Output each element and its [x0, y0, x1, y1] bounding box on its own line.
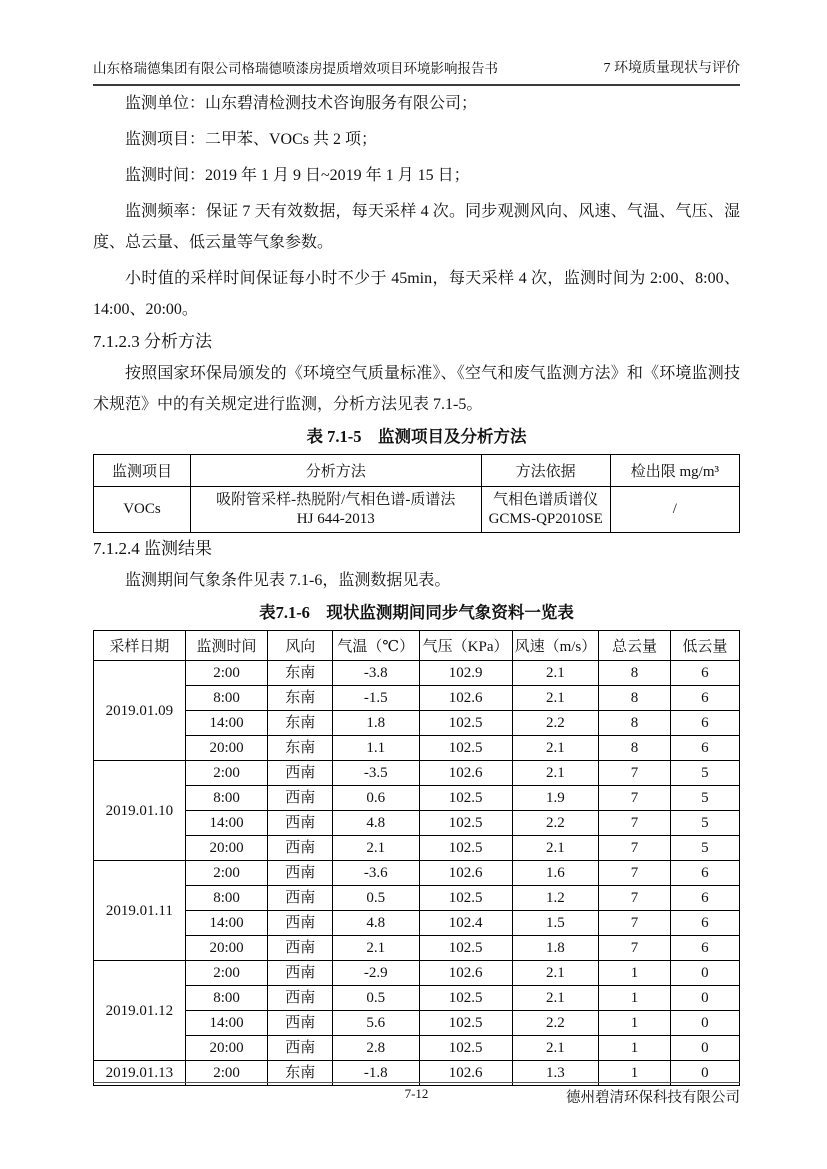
weather-total-cloud-cell: 7: [599, 861, 671, 886]
weather-wind-speed-cell: 2.1: [512, 661, 599, 686]
weather-total-cloud-cell: 7: [599, 886, 671, 911]
paragraph-hourly-sampling: 小时值的采样时间保证每小时不少于 45min，每天采样 4 次，监测时间为 2:00、8:00、14:00、20:00。: [93, 270, 740, 318]
weather-wind-dir-cell: 西南: [268, 886, 333, 911]
paragraph-monitoring-unit: 监测单位：山东碧清检测技术咨询服务有限公司；: [125, 95, 478, 112]
weather-low-cloud-cell: 5: [670, 811, 739, 836]
weather-time-cell: 14:00: [185, 911, 268, 936]
weather-time-cell: 2:00: [185, 661, 268, 686]
table-methods-caption: 表 7.1-5 监测项目及分析方法: [306, 427, 527, 446]
weather-header-time: 监测时间: [185, 631, 268, 661]
weather-row: [94, 661, 740, 686]
weather-time-cell: 2:00: [185, 1061, 268, 1086]
weather-total-cloud-cell: 1: [599, 1036, 671, 1061]
footer-company-name: 德州碧清环保科技有限公司: [566, 1090, 740, 1106]
weather-total-cloud-cell: 8: [599, 736, 671, 761]
weather-wind-dir-cell: 西南: [268, 911, 333, 936]
weather-row: [94, 1036, 740, 1061]
weather-pressure-cell: 102.6: [419, 961, 512, 986]
methods-table-body: [94, 487, 740, 533]
weather-pressure-cell: 102.5: [419, 986, 512, 1011]
weather-wind-speed-cell: 2.2: [512, 711, 599, 736]
weather-row: [94, 736, 740, 761]
weather-total-cloud-cell: 1: [599, 986, 671, 1011]
weather-low-cloud-cell: 0: [670, 961, 739, 986]
weather-wind-dir-cell: 西南: [268, 1036, 333, 1061]
weather-wind-speed-cell: 1.9: [512, 786, 599, 811]
methods-item-cell: VOCs: [94, 487, 191, 533]
weather-time-cell: 2:00: [185, 761, 268, 786]
weather-date-cell: 2019.01.09: [94, 661, 186, 761]
weather-temperature-cell: -1.5: [333, 686, 420, 711]
weather-temperature-cell: 1.8: [333, 711, 420, 736]
weather-pressure-cell: 102.5: [419, 786, 512, 811]
weather-wind-dir-cell: 西南: [268, 961, 333, 986]
weather-header-wind-dir: 风向: [268, 631, 333, 661]
weather-wind-dir-cell: 东南: [268, 1061, 333, 1086]
weather-header-wind-speed: 风速（m/s）: [512, 631, 599, 661]
weather-temperature-cell: 5.6: [333, 1011, 420, 1036]
weather-row: [94, 786, 740, 811]
weather-wind-dir-cell: 西南: [268, 861, 333, 886]
weather-wind-speed-cell: 2.1: [512, 1036, 599, 1061]
weather-time-cell: 2:00: [185, 861, 268, 886]
weather-wind-speed-cell: 2.2: [512, 1011, 599, 1036]
weather-header-low-cloud: 低云量: [670, 631, 739, 661]
weather-time-cell: 20:00: [185, 736, 268, 761]
weather-wind-speed-cell: 1.3: [512, 1061, 599, 1086]
page-header: [93, 57, 740, 86]
weather-temperature-cell: 2.8: [333, 1036, 420, 1061]
weather-wind-speed-cell: 1.6: [512, 861, 599, 886]
weather-temperature-cell: -1.8: [333, 1061, 420, 1086]
section-heading-analysis-method: 7.1.2.3 分析方法: [93, 332, 212, 351]
weather-low-cloud-cell: 6: [670, 911, 739, 936]
methods-basis-cell-line: 气相色谱质谱仪: [493, 491, 599, 508]
weather-header-temperature: 气温（℃）: [333, 631, 420, 661]
page-footer: [93, 1082, 740, 1107]
weather-row: [94, 911, 740, 936]
weather-time-cell: 8:00: [185, 786, 268, 811]
weather-row: [94, 686, 740, 711]
weather-wind-dir-cell: 东南: [268, 736, 333, 761]
methods-row: [94, 487, 740, 533]
weather-pressure-cell: 102.5: [419, 736, 512, 761]
weather-wind-speed-cell: 2.1: [512, 686, 599, 711]
weather-date-cell: 2019.01.10: [94, 761, 186, 861]
weather-time-cell: 20:00: [185, 936, 268, 961]
weather-row: [94, 886, 740, 911]
weather-pressure-cell: 102.5: [419, 836, 512, 861]
weather-temperature-cell: -3.6: [333, 861, 420, 886]
methods-header-item: 监测项目: [94, 455, 191, 487]
weather-pressure-cell: 102.6: [419, 1061, 512, 1086]
weather-time-cell: 14:00: [185, 1011, 268, 1036]
weather-pressure-cell: 102.6: [419, 861, 512, 886]
weather-wind-dir-cell: 西南: [268, 761, 333, 786]
weather-low-cloud-cell: 5: [670, 786, 739, 811]
paragraph-monitoring-items: 监测项目：二甲苯、VOCs 共 2 项；: [125, 131, 378, 148]
weather-pressure-cell: 102.5: [419, 1011, 512, 1036]
weather-time-cell: 20:00: [185, 1036, 268, 1061]
weather-low-cloud-cell: 0: [670, 1061, 739, 1086]
weather-total-cloud-cell: 8: [599, 661, 671, 686]
weather-temperature-cell: 0.5: [333, 986, 420, 1011]
weather-time-cell: 8:00: [185, 986, 268, 1011]
weather-low-cloud-cell: 0: [670, 986, 739, 1011]
weather-pressure-cell: 102.9: [419, 661, 512, 686]
weather-total-cloud-cell: 7: [599, 811, 671, 836]
methods-method-cell-line: HJ 644-2013: [296, 510, 375, 527]
weather-time-cell: 14:00: [185, 811, 268, 836]
weather-time-cell: 2:00: [185, 961, 268, 986]
weather-wind-dir-cell: 东南: [268, 661, 333, 686]
methods-header-limit: 检出限 mg/m³: [610, 455, 739, 487]
weather-wind-speed-cell: 1.5: [512, 911, 599, 936]
table-weather-caption: 表7.1-6 现状监测期间同步气象资料一览表: [259, 603, 574, 622]
methods-header-method: 分析方法: [190, 455, 481, 487]
weather-row: [94, 761, 740, 786]
weather-temperature-cell: 2.1: [333, 836, 420, 861]
header-report-title: 山东格瑞德集团有限公司格瑞德喷漆房提质增效项目环境影响报告书: [93, 61, 498, 76]
weather-row: [94, 811, 740, 836]
weather-pressure-cell: 102.5: [419, 711, 512, 736]
weather-wind-speed-cell: 1.8: [512, 936, 599, 961]
weather-total-cloud-cell: 7: [599, 836, 671, 861]
methods-header-basis: 方法依据: [481, 455, 610, 487]
weather-wind-dir-cell: 东南: [268, 711, 333, 736]
weather-total-cloud-cell: 1: [599, 1061, 671, 1086]
paragraph-analysis-method: 按照国家环保局颁发的《环境空气质量标准》、《空气和废气监测方法》和《环境监测技术规范》中的有关规定进行监测，分析方法见表 7.1-5。: [93, 365, 740, 413]
weather-wind-speed-cell: 2.1: [512, 736, 599, 761]
methods-method-cell: [190, 487, 481, 533]
paragraph-monitoring-time: 监测时间：2019 年 1 月 9 日~2019 年 1 月 15 日；: [125, 167, 470, 184]
weather-total-cloud-cell: 7: [599, 786, 671, 811]
weather-wind-dir-cell: 西南: [268, 786, 333, 811]
weather-total-cloud-cell: 8: [599, 711, 671, 736]
methods-basis-cell-line: GCMS-QP2010SE: [488, 510, 603, 527]
methods-limit-cell: /: [610, 487, 739, 533]
paragraph-monitoring-results: 监测期间气象条件见表 7.1-6，监测数据见表。: [125, 572, 451, 589]
weather-row: [94, 1011, 740, 1036]
weather-row: [94, 711, 740, 736]
weather-wind-speed-cell: 1.2: [512, 886, 599, 911]
weather-pressure-cell: 102.5: [419, 936, 512, 961]
weather-low-cloud-cell: 6: [670, 661, 739, 686]
weather-pressure-cell: 102.6: [419, 761, 512, 786]
weather-date-cell: 2019.01.13: [94, 1061, 186, 1086]
weather-data-table: [93, 630, 740, 1086]
weather-wind-speed-cell: 2.1: [512, 961, 599, 986]
analysis-methods-table: [93, 454, 740, 533]
weather-wind-dir-cell: 西南: [268, 986, 333, 1011]
weather-low-cloud-cell: 6: [670, 711, 739, 736]
methods-basis-cell: [481, 487, 610, 533]
header-chapter-title: 7 环境质量现状与评价: [603, 61, 740, 76]
weather-wind-dir-cell: 西南: [268, 1011, 333, 1036]
weather-row: [94, 861, 740, 886]
weather-wind-speed-cell: 2.1: [512, 761, 599, 786]
paragraph-monitoring-frequency: 监测频率：保证 7 天有效数据，每天采样 4 次。同步观测风向、风速、气温、气压、湿度、总云量、低云量等气象参数。: [93, 203, 740, 251]
weather-wind-speed-cell: 2.1: [512, 836, 599, 861]
weather-low-cloud-cell: 5: [670, 761, 739, 786]
weather-total-cloud-cell: 1: [599, 961, 671, 986]
section-heading-monitoring-results: 7.1.2.4 监测结果: [93, 539, 212, 558]
weather-low-cloud-cell: 6: [670, 886, 739, 911]
methods-header-row: [94, 455, 740, 487]
weather-low-cloud-cell: 6: [670, 861, 739, 886]
weather-time-cell: 8:00: [185, 886, 268, 911]
weather-row: [94, 961, 740, 986]
footer-page-number: 7-12: [404, 1086, 429, 1101]
weather-time-cell: 20:00: [185, 836, 268, 861]
weather-low-cloud-cell: 0: [670, 1036, 739, 1061]
weather-header-total-cloud: 总云量: [599, 631, 671, 661]
weather-wind-dir-cell: 西南: [268, 936, 333, 961]
weather-total-cloud-cell: 7: [599, 761, 671, 786]
weather-low-cloud-cell: 5: [670, 836, 739, 861]
weather-total-cloud-cell: 7: [599, 911, 671, 936]
page-content: [93, 88, 740, 1086]
weather-temperature-cell: 4.8: [333, 911, 420, 936]
weather-pressure-cell: 102.6: [419, 686, 512, 711]
weather-temperature-cell: -2.9: [333, 961, 420, 986]
weather-temperature-cell: 2.1: [333, 936, 420, 961]
weather-wind-dir-cell: 西南: [268, 811, 333, 836]
weather-pressure-cell: 102.5: [419, 886, 512, 911]
weather-low-cloud-cell: 6: [670, 936, 739, 961]
weather-time-cell: 8:00: [185, 686, 268, 711]
weather-low-cloud-cell: 0: [670, 1011, 739, 1036]
weather-header-pressure: 气压（KPa）: [419, 631, 512, 661]
weather-temperature-cell: -3.8: [333, 661, 420, 686]
weather-temperature-cell: 0.6: [333, 786, 420, 811]
weather-row: [94, 836, 740, 861]
weather-date-cell: 2019.01.12: [94, 961, 186, 1061]
weather-temperature-cell: -3.5: [333, 761, 420, 786]
weather-wind-dir-cell: 东南: [268, 686, 333, 711]
weather-total-cloud-cell: 1: [599, 1011, 671, 1036]
weather-date-cell: 2019.01.11: [94, 861, 186, 961]
weather-low-cloud-cell: 6: [670, 686, 739, 711]
weather-pressure-cell: 102.4: [419, 911, 512, 936]
weather-pressure-cell: 102.5: [419, 811, 512, 836]
weather-header-date: 采样日期: [94, 631, 186, 661]
weather-header-row: [94, 631, 740, 661]
weather-wind-speed-cell: 2.1: [512, 986, 599, 1011]
methods-method-cell-line: 吸附管采样-热脱附/气相色谱-质谱法: [216, 491, 456, 508]
weather-wind-speed-cell: 2.2: [512, 811, 599, 836]
weather-time-cell: 14:00: [185, 711, 268, 736]
weather-temperature-cell: 0.5: [333, 886, 420, 911]
weather-pressure-cell: 102.5: [419, 1036, 512, 1061]
weather-low-cloud-cell: 6: [670, 736, 739, 761]
weather-total-cloud-cell: 8: [599, 686, 671, 711]
weather-wind-dir-cell: 西南: [268, 836, 333, 861]
weather-temperature-cell: 4.8: [333, 811, 420, 836]
weather-row: [94, 936, 740, 961]
weather-row: [94, 986, 740, 1011]
weather-total-cloud-cell: 7: [599, 936, 671, 961]
weather-table-body: [94, 661, 740, 1086]
weather-temperature-cell: 1.1: [333, 736, 420, 761]
